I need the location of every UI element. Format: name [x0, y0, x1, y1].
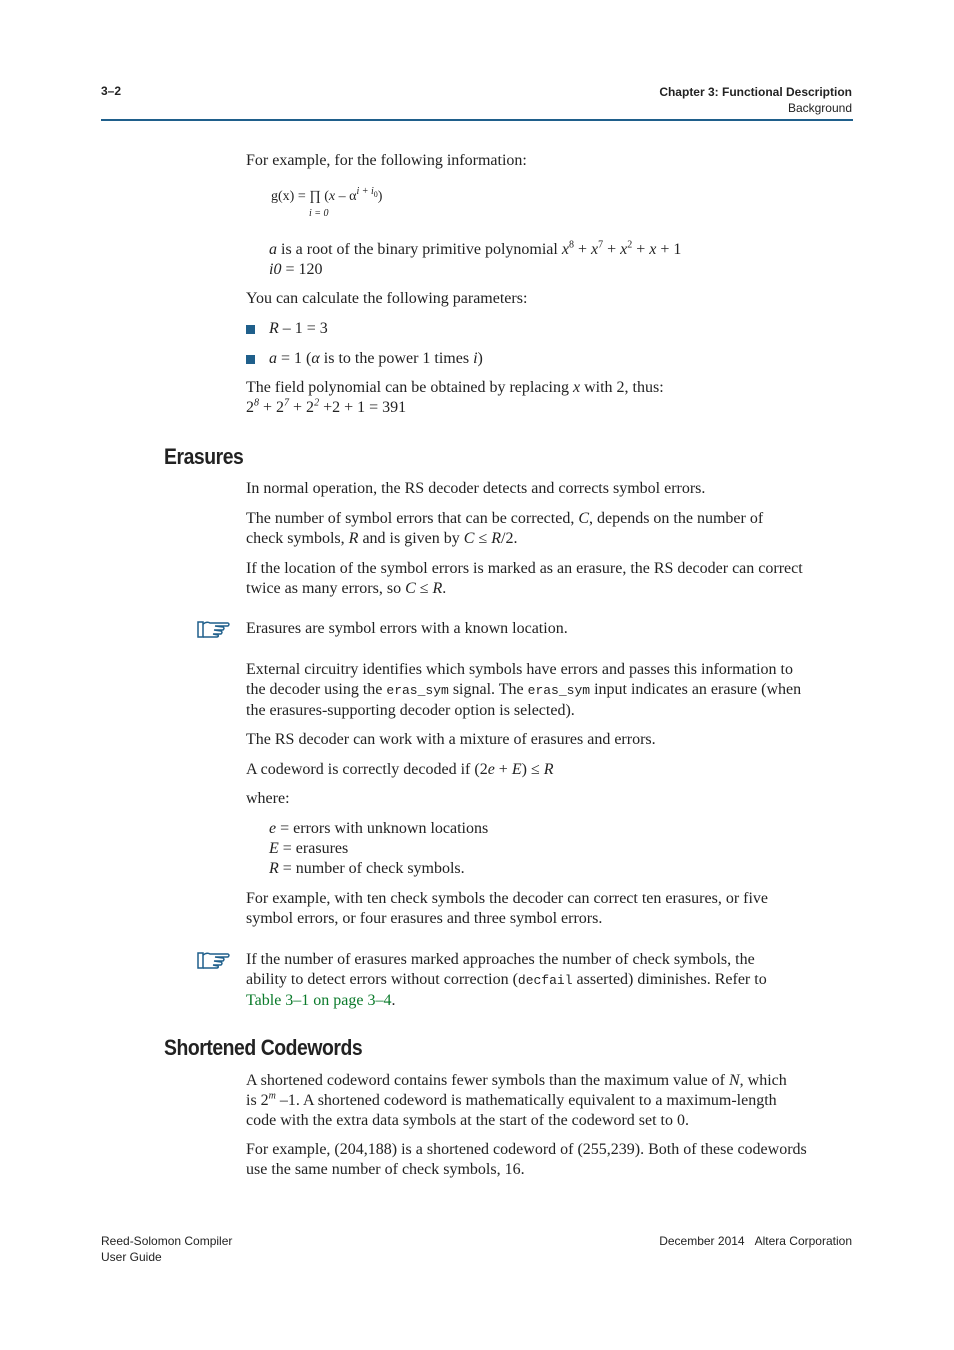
square-bullet-icon [246, 325, 255, 334]
generator-formula: g(x) = ∏ $(x - \alpha^{i + i_0})$ [271, 186, 383, 204]
square-bullet-icon [246, 355, 255, 364]
shortened-p1: A shortened codeword contains fewer symbols than the maximum value of N, which is 2$^m$ –1. A shortened codeword is mathematically equivalent to a maximum-length code with the extra data symbols at the start of the codeword set to 0. [246, 1072, 787, 1129]
section-title: Background [787, 101, 852, 115]
intro-paragraph: For example, for the following information: [246, 152, 527, 169]
bullet-a: a = 1 (α is to the power 1 times i) [269, 350, 483, 367]
chapter-title: Chapter 3: Functional Description [659, 85, 852, 99]
where-list: e = errors with unknown locations E = erasures R = number of check symbols. [269, 820, 489, 877]
footer-doc-title: Reed-Solomon Compiler User Guide [101, 1234, 233, 1264]
erasures-p2: The number of symbol errors that can be corrected, C, depends on the number of check symbols, R and is given by C ≤ R/2. [246, 510, 764, 547]
pointing-hand-icon [197, 618, 233, 640]
footer-date-company: December 2014 Altera Corporation [659, 1234, 852, 1248]
pointing-hand-icon [197, 949, 233, 971]
field-polynomial-line1: The field polynomial can be obtained by replacing x with 2, thus: [246, 379, 664, 396]
calc-paragraph: You can calculate the following parameters: [246, 290, 528, 307]
erasures-p5: The RS decoder can work with a mixture of erasures and errors. [246, 731, 656, 748]
erasures-p6: A codeword is correctly decoded if (2e + E) ≤ R [246, 761, 554, 778]
erasures-p1: In normal operation, the RS decoder detects and corrects symbol errors. [246, 480, 706, 497]
root-line: a is a root of the binary primitive polynomial $x^8 + x^7 + x^2 + x + 1$ [269, 239, 682, 258]
erasures-p3: If the location of the symbol errors is marked as an erasure, the RS decoder can correct twice as many errors, so C ≤ R. [246, 560, 803, 597]
erasures-p4: External circuitry identifies which symbols have errors and passes this information to the decoder using the eras_sym signal. The eras_sym input indicates an erasure (when the erasures-supporting decoder option is selected). [246, 661, 802, 719]
shortened-p2: For example, (204,188) is a shortened codeword of (255,239). Both of these codewords use the same number of check symbols, 16. [246, 1141, 807, 1178]
table-reference-link[interactable]: Table 3–1 on page 3–4 [246, 992, 392, 1009]
i0-line: i0 = 120 [269, 261, 323, 278]
header-rule [101, 119, 853, 121]
page-number: 3–2 [101, 84, 122, 98]
running-header [659, 84, 852, 116]
note-decfail: If the number of erasures marked approaches the number of check symbols, the ability to detect errors without correction (decfail asserted) diminishes. Refer to Table 3–1 on page 3–4. [246, 951, 767, 1009]
formula-index: i = 0 [309, 208, 329, 219]
where-label: where: [246, 790, 290, 807]
erasures-p7: For example, with ten check symbols the decoder can correct ten erasures, or five symbol errors, or four erasures and three symbol errors. [246, 890, 769, 927]
field-polynomial-line2: $2^8 + 2^7 + 2^2 +2 + 1 = 391$ [246, 397, 407, 416]
bullet-r: R – 1 = 3 [269, 320, 328, 337]
shortened-heading: Shortened Codewords [164, 1035, 363, 1060]
note-erasures: Erasures are symbol errors with a known location. [246, 620, 568, 637]
erasures-heading: Erasures [164, 444, 244, 469]
